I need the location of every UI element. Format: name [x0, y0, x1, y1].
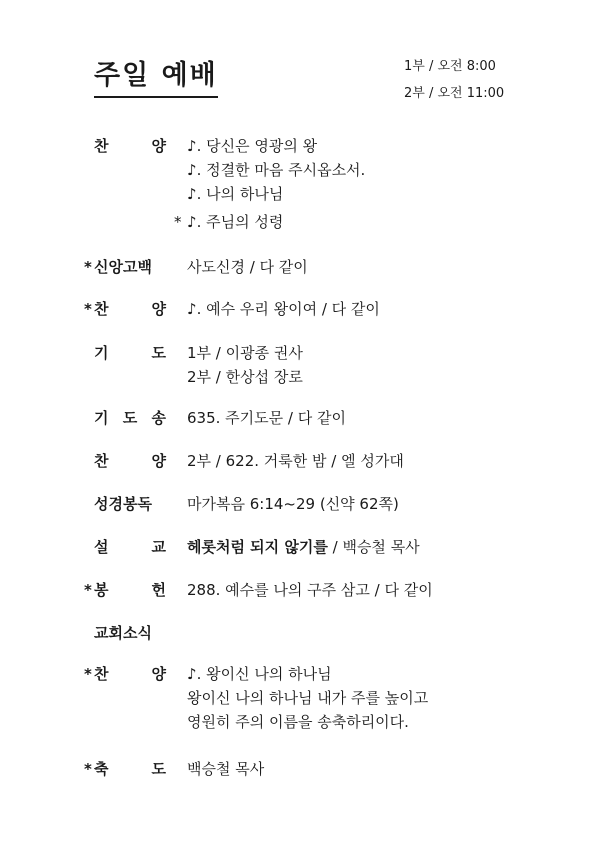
hymn-title: ♪. 왕이신 나의 하나님 — [187, 665, 332, 683]
order-content: 2부 / 622. 거룩한 밤 / 엘 성가대 — [187, 452, 404, 470]
standing-mark: * — [84, 760, 92, 778]
service-time-second: 2부 / 오전 11:00 — [404, 86, 505, 101]
standing-mark: * — [84, 665, 92, 683]
order-content — [187, 662, 428, 734]
hymn-title: ♪. 당신은 영광의 왕 — [187, 137, 318, 155]
standing-mark: * — [174, 213, 182, 231]
service-time-first: 1부 / 오전 8:00 — [404, 59, 496, 74]
order-label: 성경봉독 — [94, 495, 152, 513]
order-label: 신앙고백 — [94, 258, 152, 276]
order-label: 기 도 — [94, 344, 166, 362]
standing-mark: * — [84, 258, 92, 276]
order-label: 찬 양 — [94, 300, 166, 318]
order-content — [187, 535, 420, 559]
order-content: 사도신경 / 다 같이 — [187, 258, 308, 276]
sermon-title: 헤롯처럼 되지 않기를 — [187, 538, 328, 556]
hymn-title: ♪. 주님의 성령 — [187, 213, 284, 231]
order-label: 설 교 — [94, 538, 166, 556]
prayer-leader: 2부 / 한상섭 장로 — [187, 368, 303, 386]
standing-mark: * — [84, 300, 92, 318]
order-content: 마가복음 6:14~29 (신약 62쪽) — [187, 495, 399, 513]
order-content — [187, 134, 365, 234]
prayer-leader: 1부 / 이광종 권사 — [187, 344, 303, 362]
hymn-lyric: 영원히 주의 이름을 송축하리이다. — [187, 713, 409, 731]
order-content: 635. 주기도문 / 다 같이 — [187, 409, 346, 427]
sermon-preacher: / 백승철 목사 — [327, 538, 420, 556]
hymn-lyric: 왕이신 나의 하나님 내가 주를 높이고 — [187, 689, 429, 707]
order-content: ♪. 예수 우리 왕이여 / 다 같이 — [187, 300, 380, 318]
page-title: 주일 예배 — [94, 58, 218, 98]
standing-mark: * — [84, 581, 92, 599]
order-content — [187, 341, 303, 389]
hymn-title: ♪. 나의 하나님 — [187, 185, 284, 203]
order-label: 찬 양 — [94, 452, 166, 470]
order-content: 백승철 목사 — [187, 760, 265, 778]
order-content: 288. 예수를 나의 구주 삼고 / 다 같이 — [187, 581, 433, 599]
order-label: 축 도 — [94, 760, 166, 778]
order-label: 찬 양 — [94, 665, 166, 683]
order-label: 기 도 송 — [94, 409, 166, 427]
order-label: 찬 양 — [94, 137, 166, 155]
order-label: 교회소식 — [94, 624, 152, 642]
order-label: 봉 헌 — [94, 581, 166, 599]
hymn-title: ♪. 정결한 마음 주시옵소서. — [187, 161, 366, 179]
